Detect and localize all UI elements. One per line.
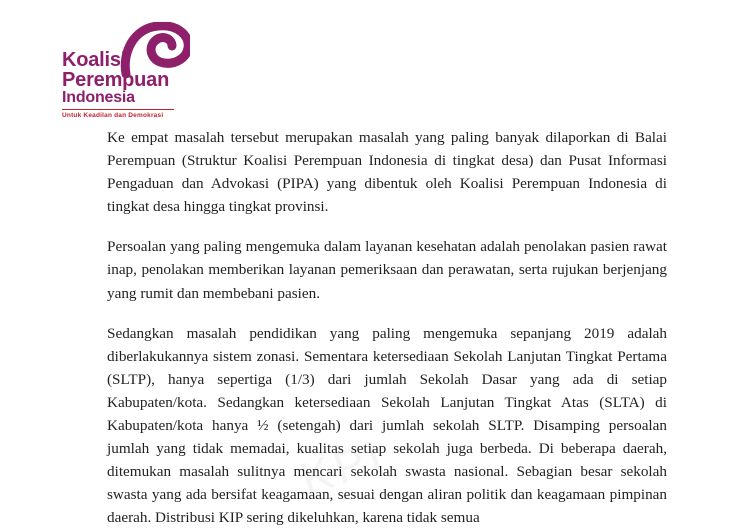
- logo-line-perempuan: Perempuan: [62, 69, 170, 91]
- logo-tagline: Untuk Keadilan dan Demokrasi: [62, 109, 174, 119]
- organization-logo: [62, 22, 202, 119]
- logo-line-indonesia: Indonesia: [62, 89, 135, 106]
- paragraph-1: Ke empat masalah tersebut merupakan masalah yang paling banyak dilaporkan di Balai Perempuan (Struktur Koalisi Perempuan Indonesia di tingkat desa) dan Pusat Informasi Pengaduan dan Advokasi (PIPA) yang dibentuk oleh Koalisi Perempuan Indonesia di tingkat desa hingga tingkat provinsi.: [107, 129, 667, 216]
- document-body: [107, 126, 667, 530]
- paragraph-2: Persoalan yang paling mengemuka dalam layanan kesehatan adalah penolakan pasien rawat inap, penolakan memberikan layanan pemeriksaan dan perawatan, serta rujukan berjenjang yang rumit dan membebani pasien.: [107, 238, 667, 302]
- paragraph-3: Sedangkan masalah pendidikan yang paling mengemuka sepanjang 2019 adalah diberlakukannya sistem zonasi. Sementara ketersediaan Sekolah Lanjutan Tingkat Pertama (SLTP), hanya sepertiga (1/3) dari jumlah Sekolah Dasar yang ada di setiap Kabupaten/kota. Sedangkan ketersediaan Sekolah Lanjutan Tingkat Atas (SLTA) di Kabupaten/kota hanya ½ (setengah) dari jumlah sekolah SLTP. Disamping persoalan jumlah yang tidak memadai, kualitas setiap sekolah juga berbeda. Di beberapa daerah, ditemukan masalah sulitnya mencari sekolah swasta nasional. Sebagian besar sekolah swasta yang ada bersifat keagamaan, sesuai dengan aliran politik dan keagamaan pimpinan daerah. Distribusi KIP sering dikeluhkan, karena tidak semua: [107, 324, 667, 527]
- logo-line-koalisi: Koalisi: [62, 49, 127, 71]
- logo-wordmark: [62, 50, 202, 119]
